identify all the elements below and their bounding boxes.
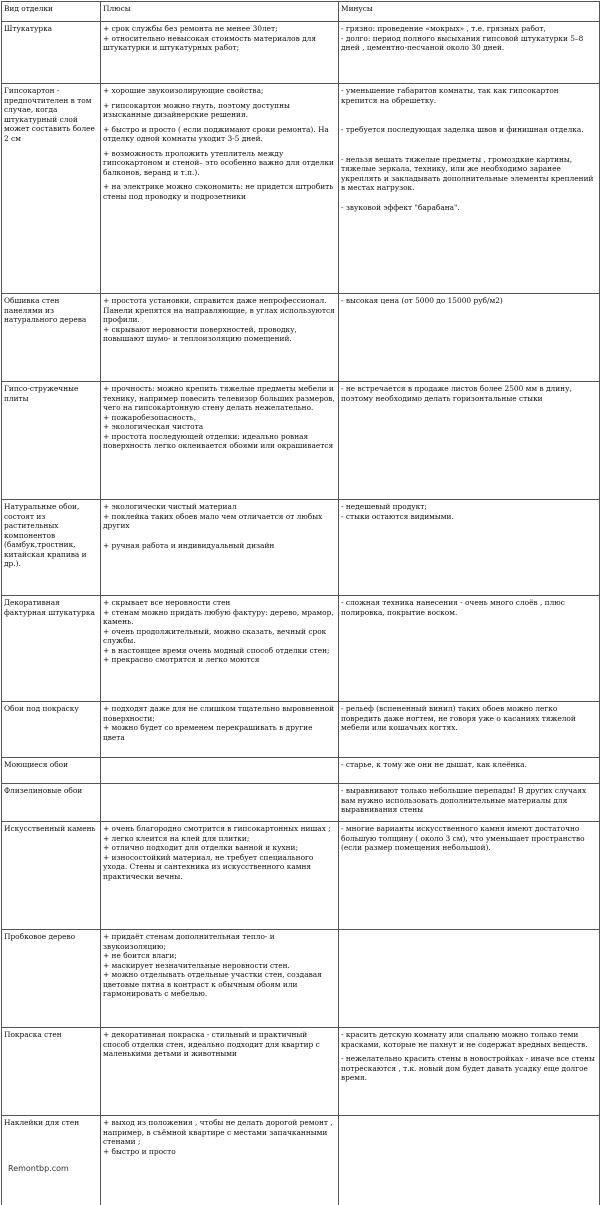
pro-item: + относительно невысокая стоимость материалов для штукатурки и штукатурных работ; — [103, 33, 317, 52]
pro-item: + хорошие звукоизолирующие свойства; — [103, 86, 264, 95]
pro-item: + простота последующей отделки: идеально ровная поверхность легко оклеивается обоями или окрашивается — [103, 431, 334, 450]
pro-item: + прочность: можно крепить тяжелые предметы мебели и технику, например повесить телевизор больших размеров, чего на гипсокартонную стену делать нежелательно. — [103, 384, 335, 412]
comparison-table — [1, 1, 600, 1205]
table-row — [2, 784, 600, 822]
pros-cell — [101, 22, 339, 84]
finish-type-cell: Наклейки для стен — [2, 1116, 101, 1205]
pros-cell — [101, 500, 339, 596]
finish-type-cell: Натуральные обои, состоят из растительных компонентов (бамбук,тростник, китайская крапива и др.). — [2, 500, 101, 596]
pro-item: + придаёт стенам дополнительная тепло- и звукоизоляцию; — [103, 932, 275, 951]
pro-item: + экологическая чистота — [103, 422, 204, 431]
pro-item: + гипсокартон можно гнуть, поэтому доступны изысканные дизайнерские решения. — [103, 100, 290, 119]
pro-item: + износостойкий материал, не требует специального ухода. Стены и сантехника из искусственного камня практически вечны. — [103, 852, 314, 881]
cons-cell — [339, 596, 600, 702]
table-row — [2, 758, 600, 784]
pros-cell — [101, 758, 339, 784]
finish-type-cell: Декоративная фактурная штукатурка — [2, 596, 101, 702]
con-item: - долго: период полного высыхания гипсовой штукатурки 5–8 дней , цементно-песчаной около 30 дней. — [341, 33, 584, 52]
con-item: - выравнивают только небольшие перепады! В других случаях вам нужно использовать дополнительные материалы для выравнивания стены — [341, 786, 587, 814]
con-item: - многие варианты искусственного камня имеют достаточно большую толщину ( около 3 см), что уменьшает пространство (если размер помещения небольшой). — [341, 824, 585, 852]
header-pros: Плюсы — [101, 2, 339, 22]
pro-item: + скрывают неровности поверхностей, проводку, повышают шумо- и теплоизоляцию помещений. — [103, 324, 297, 343]
table-row — [2, 500, 600, 596]
con-item: - нельзя вешать тяжелые предметы , громоздкие картины, тяжелые зеркала, технику, или же необходимо заранее укреплять и закладывать дополнительные элементы креплений в местах нагрузок. — [341, 154, 594, 192]
con-item: - рельеф (вспененный винил) таких обоев можно легко повредить даже ногтем, не говоря уже о касаниях тяжелой мебели или кошачьих когтях. — [341, 704, 576, 732]
table-row — [2, 930, 600, 1028]
pro-item: + поклейка таких обоев мало чем отличается от любых других — [103, 511, 323, 530]
finish-type-cell: Гипсокартон - предпочтителен в том случае, когда штукатурный слой может составить более 2 см — [2, 84, 101, 294]
finish-type-cell: Покраска стен — [2, 1028, 101, 1116]
finish-type-cell: Пробковое дерево — [2, 930, 101, 1028]
pro-item: + прекрасно смотрятся и легко моются — [103, 655, 260, 664]
pros-cell — [101, 1116, 339, 1205]
finish-type-cell: Искусственный камень — [2, 822, 101, 930]
pro-item: + скрывает все неровности стен — [103, 598, 231, 607]
pro-item: + на электрике можно сэкономить: не придется штробить стены под проводку и подрозетники — [103, 182, 334, 201]
finish-type-cell: Гипсо-стружечные плиты — [2, 382, 101, 500]
pro-item: + очень продолжительный, можно сказать, вечный срок службы. — [103, 626, 327, 645]
con-item: - звуковой эффект "барабана". — [341, 202, 460, 212]
con-item: - нежелательно красить стены в новостройках - иначе все стены потрескаются , т.к. новый дом будет давать усадку еще долгое время. — [341, 1054, 595, 1082]
pro-item: + ручная работа и индивидуальный дизайн — [103, 540, 275, 550]
cons-cell — [339, 702, 600, 758]
header-row — [2, 2, 600, 22]
header-type: Вид отделки — [2, 2, 101, 22]
cons-cell — [339, 1028, 600, 1116]
cons-cell — [339, 294, 600, 382]
cons-cell — [339, 22, 600, 84]
cons-cell — [339, 1116, 600, 1205]
pro-item: + в настоящее время очень модный способ отделки стен; — [103, 645, 330, 655]
cons-cell — [339, 758, 600, 784]
finish-type-cell: Обшивка стен панелями из натурального дерева — [2, 294, 101, 382]
pros-cell — [101, 702, 339, 758]
table-row — [2, 294, 600, 382]
finish-type-cell: Флизелиновые обои — [2, 784, 101, 822]
pro-item: + можно будет со временем перекрашивать в другие цвета — [103, 723, 313, 742]
pro-item: + возможность проложить утеплитель между гипсокартоном и стеной– это особенно важно для отделки балконов, веранд и т.п.). — [103, 148, 334, 177]
table-row — [2, 382, 600, 500]
pro-item: + подходят даже для не слишком тщательно выровненной поверхности; — [103, 704, 335, 723]
cons-cell — [339, 822, 600, 930]
pro-item: + выход из положения , чтобы не делать дорогой ремонт , например, в съёмной квартире с местами запачканными стенами ; — [103, 1118, 333, 1146]
pros-cell — [101, 382, 339, 500]
con-item: - старье, к тому же они не дышат, как клеёнка. — [341, 760, 527, 769]
pro-item: + быстро и просто — [103, 1146, 176, 1156]
pro-item: + экологически чистый материал — [103, 502, 237, 511]
pro-item: + стенам можно придать любую фактуру: дерево, мрамор, камень. — [103, 607, 334, 626]
table-row — [2, 702, 600, 758]
pros-cell — [101, 294, 339, 382]
pros-cell — [101, 822, 339, 930]
header-cons: Минусы — [339, 2, 600, 22]
pro-item: + простота установки, справится даже непрофессионал. Панели крепятся на направляющие, в углах используются профили. — [103, 296, 335, 324]
pro-item: + быстро и просто ( если поджимают сроки ремонта). На отделку одной комнаты уходит 3-5 дней. — [103, 124, 329, 143]
con-item: - сложная техника нанесения - очень много слоёв , плюс полировка, покрытие воском. — [341, 598, 565, 617]
con-item: - грязно: проведение «мокрых» , т.е. грязных работ, — [341, 24, 546, 33]
cons-cell — [339, 84, 600, 294]
cons-cell — [339, 930, 600, 1028]
con-item: - недешевый продукт; — [341, 502, 427, 511]
table-row — [2, 596, 600, 702]
con-item: - стыки остаются видимыми. — [341, 511, 454, 521]
table-row — [2, 84, 600, 294]
pros-cell — [101, 84, 339, 294]
cons-cell — [339, 500, 600, 596]
con-item: - высокая цена (от 5000 до 15000 руб/м2) — [341, 296, 503, 305]
pro-item: + очень благородно смотрится в гипсокартонных нишах ; — [103, 824, 331, 833]
pro-item: + легко клеится на клей для плитки; — [103, 833, 250, 843]
table-row — [2, 822, 600, 930]
con-item: - уменьшение габаритов комнаты, так как гипсокартон крепится на обрешетку. — [341, 86, 559, 105]
finish-type-cell: Обои под покраску — [2, 702, 101, 758]
pro-item: + отлично подходит для отделки ванной и кухни; — [103, 843, 298, 852]
cons-cell — [339, 784, 600, 822]
finish-type-cell: Штукатурка — [2, 22, 101, 84]
pro-item: + не боится влаги; — [103, 951, 177, 960]
pro-item: + пожаробезопасность, — [103, 412, 197, 422]
pros-cell — [101, 784, 339, 822]
pros-cell — [101, 930, 339, 1028]
site-watermark: Remontbp.com — [8, 1164, 69, 1173]
cons-cell — [339, 382, 600, 500]
table-row — [2, 1028, 600, 1116]
pro-item: + маскирует незначительные неровности стен. — [103, 960, 290, 970]
finish-type-cell: Моющиеся обои — [2, 758, 101, 784]
table-row — [2, 22, 600, 84]
pro-item: + можно отделывать отдельные участки стен, создавая цветовые пятна в контраст к обычным обоям или гармонировать с мебелью. — [103, 970, 322, 998]
pro-item: + срок службы без ремонта не менее 30лет; — [103, 24, 278, 33]
con-item: - требуется последующая заделка швов и финишная отделка. — [341, 125, 584, 134]
pros-cell — [101, 596, 339, 702]
con-item: - не встречается в продаже листов более 2500 мм в длину, поэтому необходимо делать горизонтальные стыки — [341, 384, 572, 403]
pro-item: + декоративная покраска - стильный и практичный способ отделки стен, идеально подходит для квартир с маленькими детьми и животными — [103, 1030, 320, 1058]
table-row — [2, 1116, 600, 1205]
pros-cell — [101, 1028, 339, 1116]
con-item: - красить детскую комнату или спальню можно только теми красками, которые не пахнут и не содержат вредных веществ. — [341, 1030, 588, 1049]
